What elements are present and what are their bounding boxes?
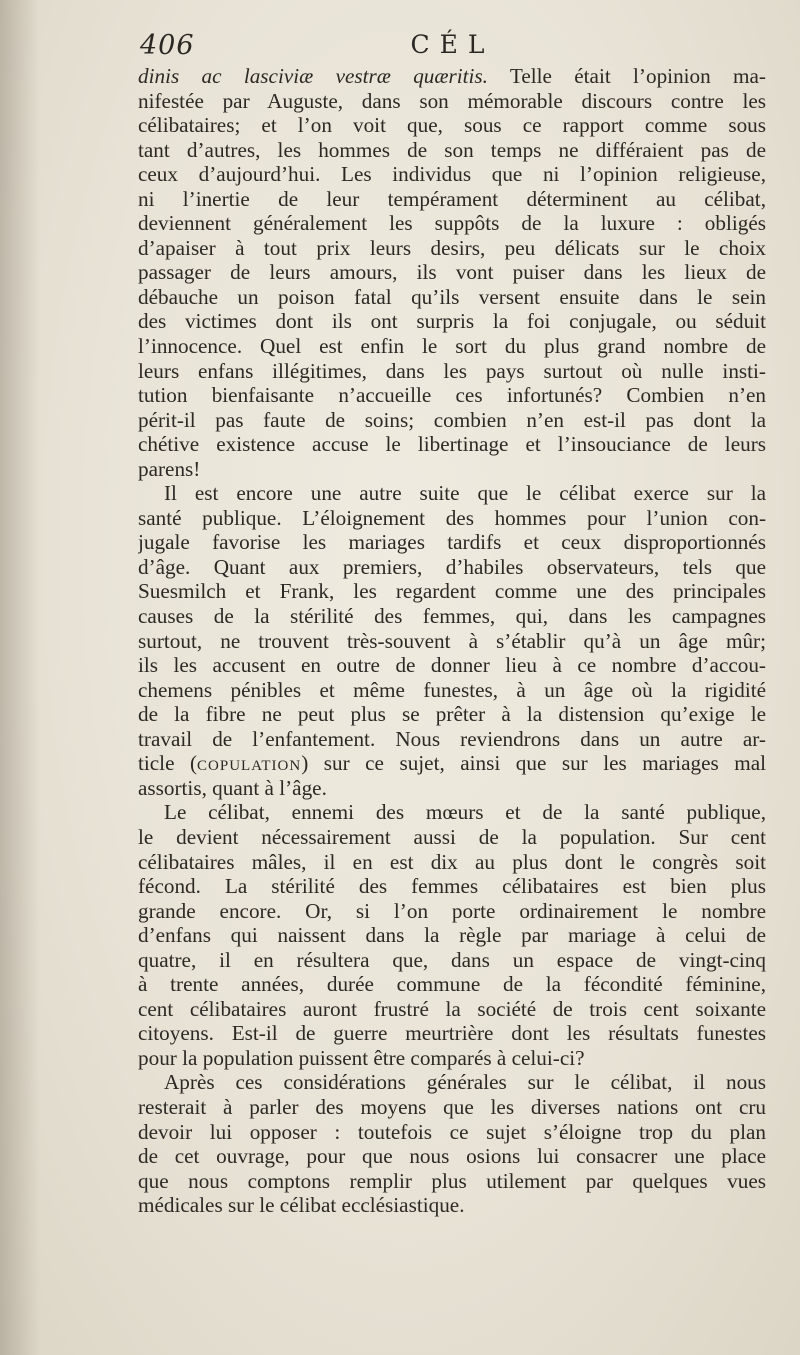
text-line: quatre, il en résultera que, dans un espace de vingt-cinq [138, 947, 766, 972]
text-line: Le célibat, ennemi des mœurs et de la santé publique, [164, 800, 766, 825]
text-line: travail de l’enfantement. Nous reviendrons dans un autre ar- [138, 726, 766, 751]
text-line: causes de la stérilité des femmes, qui, dans les campagnes [138, 604, 766, 629]
text-line: chemens pénibles et même funestes, à un âge où la rigidité [138, 677, 766, 702]
text-line: Après ces considérations générales sur le célibat, il nous [164, 1070, 766, 1095]
text-line: dinis ac lasciviæ vestræ quæritis. Telle était l’opinion ma- [138, 64, 766, 88]
text-line: cent célibataires auront frustré la société de trois cent soixante [138, 996, 766, 1021]
text-line: célibataires mâles, il en est dix au plus dont le congrès soit [138, 849, 766, 874]
cross-reference: copulation [197, 751, 302, 776]
text-line: d’enfans qui naissent dans la règle par mariage à celui de [138, 923, 766, 948]
text-line: d’apaiser à tout prix leurs desirs, peu délicats sur le choix [138, 235, 766, 260]
text-line: de cet ouvrage, pour que nous osions lui consacrer une place [138, 1144, 766, 1169]
text-line: de la fibre ne peut plus se prêter à la distension qu’exige le [138, 702, 766, 727]
text-line: nifestée par Auguste, dans son mémorable discours contre les [138, 88, 766, 113]
text-line: jugale favorise les mariages tardifs et ceux disproportionnés [138, 530, 766, 555]
text-line: des victimes dont ils ont surpris la foi conjugale, ou séduit [138, 309, 766, 334]
text-line: ils les accusent en outre de donner lieu à ce nombre d’accou- [138, 653, 766, 678]
text-line: d’âge. Quant aux premiers, d’habiles observateurs, tels que [138, 554, 766, 579]
text-line: parens! [138, 456, 201, 481]
text-line: fécond. La stérilité des femmes célibataires est bien plus [138, 874, 766, 899]
gutter-shadow [0, 0, 40, 1355]
text-line: resterait à parler des moyens que les diverses nations ont cru [138, 1094, 766, 1119]
text-line: périt-il pas faute de soins; combien n’en est-il pas dont la [138, 407, 766, 432]
text-line: à trente années, durée commune de la fécondité féminine, [138, 972, 766, 997]
text-line: santé publique. L’éloignement des hommes pour l’union con- [138, 505, 766, 530]
page-header [140, 30, 765, 66]
paragraph [138, 800, 766, 1070]
latin-quote: dinis ac lasciviæ vestræ quæritis. [138, 64, 488, 88]
text-line: surtout, ne trouvent très-souvent à s’établir qu’à un âge mûr; [138, 628, 766, 653]
text-line: ceux d’aujourd’hui. Les individus que ni l’opinion religieuse, [138, 162, 766, 187]
text-line: Suesmilch et Frank, les regardent comme une des principales [138, 579, 766, 604]
text-line: grande encore. Or, si l’on porte ordinairement le nombre [138, 898, 766, 923]
paragraph [138, 481, 766, 800]
text-line: l’innocence. Quel est enfin le sort du plus grand nombre de [138, 334, 766, 359]
text-line: chétive existence accuse le libertinage et l’insouciance de leurs [138, 432, 766, 457]
text-line: médicales sur le célibat ecclésiastique. [138, 1193, 465, 1218]
text-line: tant d’autres, les hommes de son temps ne différaient pas de [138, 137, 766, 162]
text-line: assortis, quant à l’âge. [138, 775, 327, 800]
text-line: ticle (copulation) sur ce sujet, ainsi que sur les mariages mal [138, 751, 766, 776]
text-line: leurs enfans illégitimes, dans les pays surtout où nulle insti- [138, 358, 766, 383]
text-line: tution bienfaisante n’accueille ces infortunés? Combien n’en [138, 383, 766, 408]
running-head: CÉL [410, 30, 495, 59]
text-line: célibataires; et l’on voit que, sous ce rapport comme sous [138, 113, 766, 138]
text-line: que nous comptons remplir plus utilement par quelques vues [138, 1168, 766, 1193]
text-line: citoyens. Est-il de guerre meurtrière dont les résultats funestes [138, 1021, 766, 1046]
page-number: 406 [140, 30, 195, 61]
text-line: ni l’inertie de leur tempérament déterminent au célibat, [138, 186, 766, 211]
text-line: devoir lui opposer : toutefois ce sujet s’éloigne trop du plan [138, 1119, 766, 1144]
paragraph [138, 64, 766, 481]
text-line: deviennent généralement les suppôts de la luxure : obligés [138, 211, 766, 236]
text-line: débauche un poison fatal qu’ils versent ensuite dans le sein [138, 284, 766, 309]
text-line: pour la population puissent être comparés à celui-ci? [138, 1045, 585, 1070]
paragraph [138, 1070, 766, 1217]
text-line: passager de leurs amours, ils vont puiser dans les lieux de [138, 260, 766, 285]
text-line: Il est encore une autre suite que le célibat exerce sur la [164, 481, 766, 506]
text-line: le devient nécessairement aussi de la population. Sur cent [138, 824, 766, 849]
body-text [138, 64, 766, 1218]
